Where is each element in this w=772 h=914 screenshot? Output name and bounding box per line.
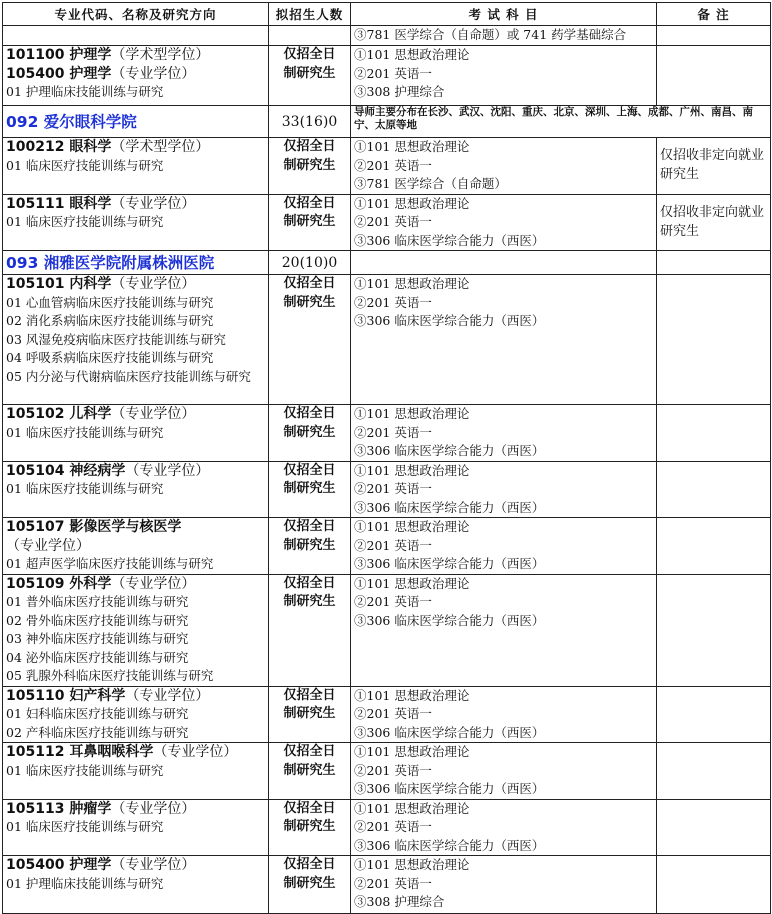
quota-text: 制研究生 — [283, 294, 336, 310]
exam-line: ①101 思想政治理论 — [354, 139, 470, 154]
header-exam: 考 试 科 目 — [351, 3, 657, 26]
exam-line: ②201 英语一 — [354, 875, 432, 891]
exam-line: ②201 英语一 — [354, 706, 432, 721]
table-row — [3, 686, 771, 743]
header-row — [3, 3, 771, 26]
major-title: 105112 耳鼻咽喉科学（专业学位） — [6, 744, 238, 760]
major-title: 105101 内科学（专业学位） — [6, 276, 196, 292]
major-title: 105109 外科学（专业学位） — [6, 575, 196, 592]
table-row — [3, 461, 771, 518]
exam-line: ③781 医学综合（自命题） — [354, 176, 507, 191]
quota-text: 制研究生 — [283, 65, 336, 81]
institute-title: 093 湘雅医学院附属株洲医院 — [6, 253, 215, 272]
exam-line: ①101 思想政治理论 — [354, 687, 470, 703]
quota-text: 仅招全日 — [283, 575, 336, 591]
quota-text: 仅招全日 — [283, 462, 336, 478]
major-title: 105104 神经病学（专业学位） — [6, 462, 210, 479]
quota-text: 仅招全日 — [283, 47, 336, 62]
major-title: 101100 护理学（学术型学位） — [6, 47, 210, 63]
direction: 01 临床医疗技能训练与研究 — [6, 424, 164, 440]
remark: 仅招收非定向就业研究生 — [660, 148, 765, 182]
direction: 02 消化系病临床医疗技能训练与研究 — [6, 313, 214, 328]
direction: 01 普外临床医疗技能训练与研究 — [6, 594, 189, 609]
exam-line: ③306 临床医学综合能力（西医） — [354, 724, 545, 740]
major-title: 105400 护理学（专业学位） — [6, 65, 196, 82]
direction: 04 呼吸系病临床医疗技能训练与研究 — [6, 350, 214, 365]
table-row — [3, 856, 771, 914]
quota-text: 制研究生 — [283, 214, 336, 229]
institute-quota: 33(16)0 — [281, 113, 338, 130]
direction: 03 神外临床医疗技能训练与研究 — [6, 631, 189, 646]
major-title: 100212 眼科学（学术型学位） — [6, 139, 210, 155]
exam-line: ①101 思想政治理论 — [354, 800, 470, 816]
exam-line: ③306 临床医学综合能力（西医） — [354, 781, 545, 796]
direction: 01 护理临床技能训练与研究 — [6, 875, 164, 891]
exam-line: ②201 英语一 — [354, 819, 432, 834]
exam-line: ③306 临床医学综合能力（西医） — [354, 313, 545, 328]
direction: 02 骨外临床医疗技能训练与研究 — [6, 612, 189, 628]
direction: 01 临床医疗技能训练与研究 — [6, 157, 164, 173]
exam-line: ①101 思想政治理论 — [354, 406, 470, 421]
major-title: 105110 妇产科学（专业学位） — [6, 687, 210, 704]
remark: 仅招收非定向就业研究生 — [660, 204, 765, 239]
quota-text: 制研究生 — [283, 594, 336, 609]
exam-line: ②201 英语一 — [354, 294, 432, 310]
exam-line: ②201 英语一 — [354, 481, 432, 496]
quota-text: 制研究生 — [283, 706, 336, 721]
exam-line: ①101 思想政治理论 — [354, 462, 470, 478]
table-row — [3, 138, 771, 195]
exam-line: ①101 思想政治理论 — [354, 276, 470, 291]
direction: 01 临床医疗技能训练与研究 — [6, 762, 164, 778]
header-quota: 拟招生人数 — [269, 3, 351, 26]
exam-line: ①101 思想政治理论 — [354, 47, 470, 62]
institute-quota: 20(10)0 — [281, 254, 338, 271]
institute-row — [3, 251, 771, 275]
major-title: 105113 肿瘤学（专业学位） — [6, 800, 196, 817]
quota-text: 仅招全日 — [283, 687, 336, 703]
exam-line: ③306 临床医学综合能力（西医） — [354, 232, 545, 248]
exam-line: ③306 临床医学综合能力（西医） — [354, 612, 545, 628]
exam-line: ①101 思想政治理论 — [354, 575, 470, 591]
direction: 01 临床医疗技能训练与研究 — [6, 214, 164, 229]
quota-text: 仅招全日 — [283, 195, 336, 211]
table-row — [3, 518, 771, 575]
direction: 01 临床医疗技能训练与研究 — [6, 481, 164, 496]
exam-line: ②201 英语一 — [354, 537, 432, 553]
exam-line: ③308 护理综合 — [354, 84, 445, 99]
exam-line: ③306 临床医学综合能力（西医） — [354, 443, 545, 458]
table-row — [3, 194, 771, 251]
institute-title: 092 爱尔眼科学院 — [6, 112, 137, 131]
direction: 01 护理临床技能训练与研究 — [6, 84, 164, 99]
header-remark: 备 注 — [657, 3, 771, 26]
direction: 01 心血管病临床医疗技能训练与研究 — [6, 294, 214, 310]
direction: 01 妇科临床医疗技能训练与研究 — [6, 706, 189, 721]
exam-line: ①101 思想政治理论 — [354, 195, 470, 211]
quota-text: 制研究生 — [283, 875, 336, 891]
major-title: 105102 儿科学（专业学位） — [6, 406, 196, 422]
quota-text: 制研究生 — [283, 157, 336, 173]
quota-text: 仅招全日 — [283, 406, 336, 421]
direction: 01 临床医疗技能训练与研究 — [6, 819, 164, 834]
exam-line: ②201 英语一 — [354, 594, 432, 609]
table-row — [3, 574, 771, 686]
table-row — [3, 743, 771, 800]
direction: 05 乳腺外科临床医疗技能训练与研究 — [6, 668, 214, 683]
major-title: 105111 眼科学（专业学位） — [6, 195, 196, 212]
direction: 03 风湿免疫病临床医疗技能训练与研究 — [6, 331, 226, 347]
quota-text: 仅招全日 — [283, 276, 336, 291]
exam-line: ②201 英语一 — [354, 157, 432, 173]
exam-line: ②201 英语一 — [354, 762, 432, 778]
quota-text: 制研究生 — [283, 762, 336, 778]
exam-line: ③308 护理综合 — [354, 894, 445, 909]
quota-text: 仅招全日 — [283, 139, 336, 154]
quota-text: 制研究生 — [283, 819, 336, 834]
exam-line: ③306 临床医学综合能力（西医） — [354, 556, 545, 571]
exam-line: ③781 医学综合（自命题）或 741 药学基础综合 — [354, 27, 627, 42]
major-title: 105107 影像医学与核医学（专业学位） — [6, 519, 182, 554]
exam-line: ③306 临床医学综合能力（西医） — [354, 499, 545, 515]
quota-text: 仅招全日 — [283, 857, 336, 872]
quota-text: 仅招全日 — [283, 519, 336, 534]
exam-line: ②201 英语一 — [354, 214, 432, 229]
quota-text: 制研究生 — [283, 537, 336, 553]
direction: 02 产科临床医疗技能训练与研究 — [6, 724, 189, 740]
table-row — [3, 799, 771, 856]
major-title: 105400 护理学（专业学位） — [6, 857, 196, 873]
table-row — [3, 26, 771, 46]
exam-line: ①101 思想政治理论 — [354, 744, 470, 759]
exam-line: ②201 英语一 — [354, 65, 432, 81]
exam-line: ②201 英语一 — [354, 424, 432, 440]
quota-text: 仅招全日 — [283, 800, 336, 816]
admissions-table — [2, 2, 771, 914]
quota-text: 制研究生 — [283, 481, 336, 496]
institute-note: 导师主要分布在长沙、武汉、沈阳、重庆、北京、深圳、上海、成都、广州、南昌、南宁、太原等地 — [354, 106, 753, 131]
quota-text: 制研究生 — [283, 424, 336, 440]
direction: 04 泌外临床医疗技能训练与研究 — [6, 649, 189, 665]
exam-line: ③306 临床医学综合能力（西医） — [354, 837, 545, 853]
direction: 05 内分泌与代谢病临床医疗技能训练与研究 — [6, 368, 251, 384]
table-row — [3, 46, 771, 106]
direction: 01 超声医学临床医疗技能训练与研究 — [6, 556, 214, 571]
table-row — [3, 405, 771, 462]
institute-row — [3, 106, 771, 138]
quota-text: 仅招全日 — [283, 744, 336, 759]
header-major: 专业代码、名称及研究方向 — [3, 3, 269, 26]
exam-line: ①101 思想政治理论 — [354, 519, 470, 534]
table-row — [3, 275, 771, 405]
exam-line: ①101 思想政治理论 — [354, 857, 470, 872]
